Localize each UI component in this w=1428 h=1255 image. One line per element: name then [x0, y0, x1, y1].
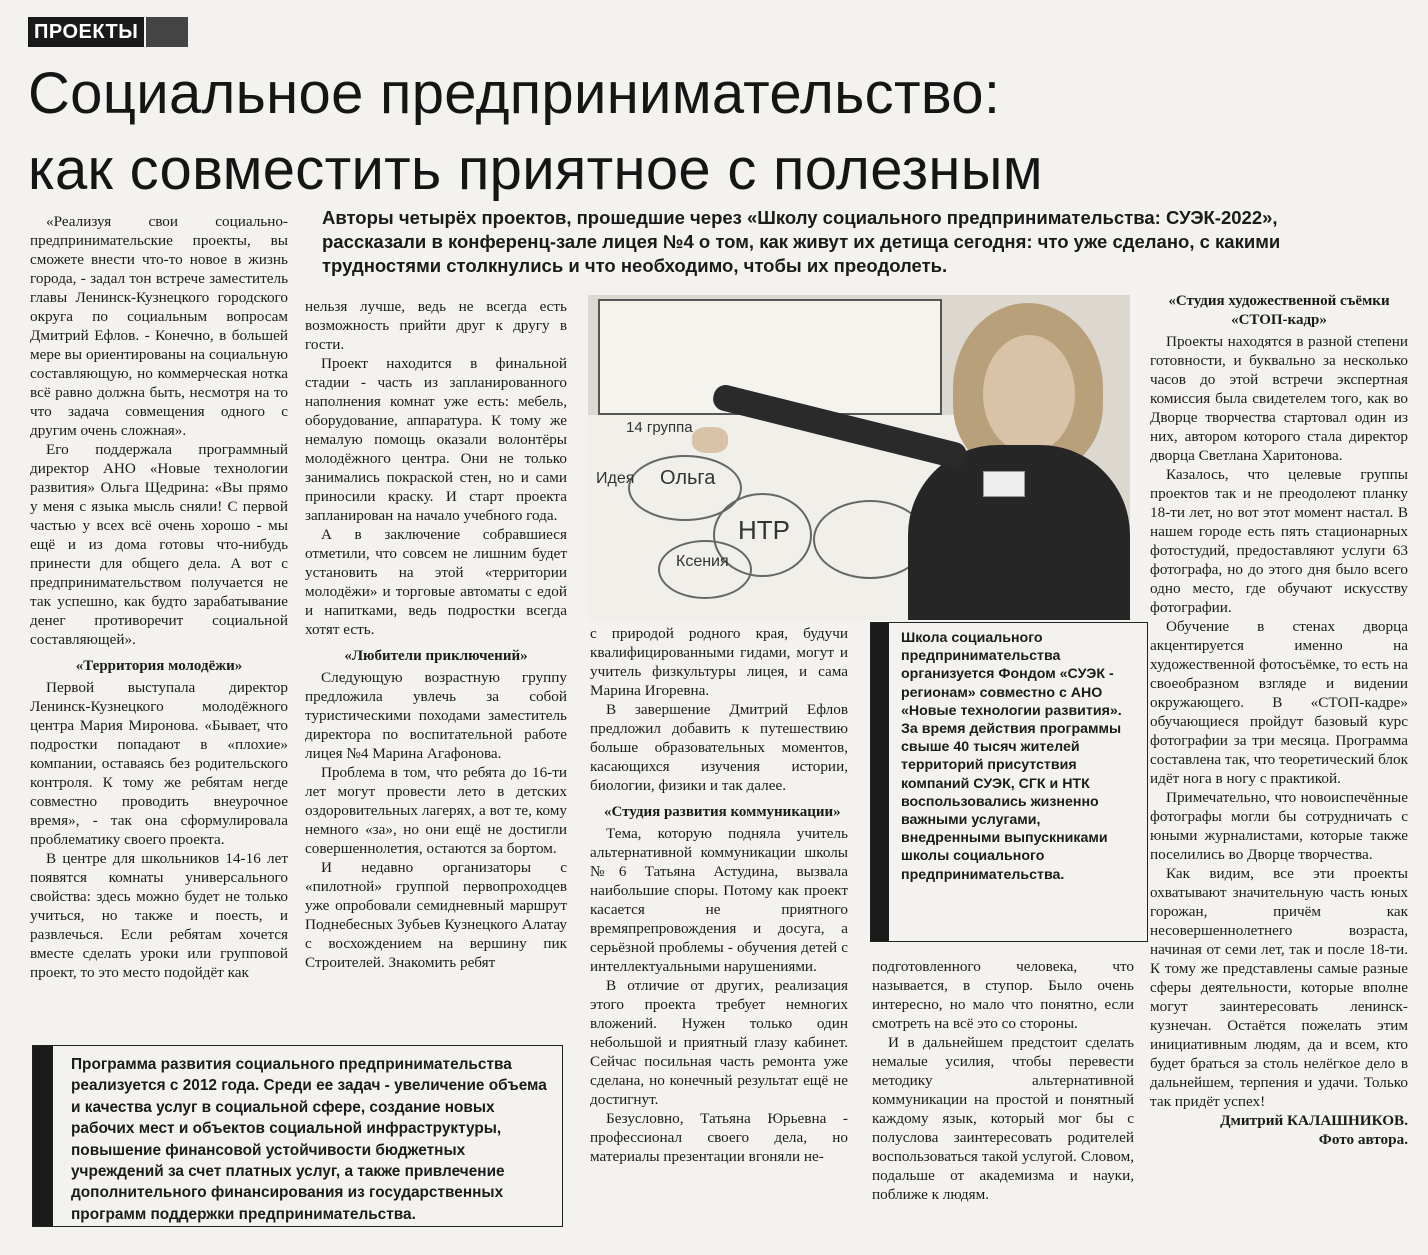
box-accent-bar	[33, 1046, 53, 1226]
article-photo	[588, 295, 1130, 620]
paragraph: Проект находится в финальной стадии - часть из запланированного наполнения комнат уже есть: мебель, оборудование, аппаратура. К тому же немалую помощь оказали волонтёры молодёжного центра. Они не только занимались покраской стен, но и сами приносили краску. И старт проекта запланирован на начало учебного года.	[305, 355, 567, 524]
paragraph: Безусловно, Татьяна Юрьевна - профессионал своего дела, но материалы презентации вгоняли не-	[590, 1110, 848, 1165]
board-word: Ольга	[660, 467, 716, 489]
paragraph: Проекты находятся в разной степени готовности, и буквально за несколько часов до этой встречи экспертная комиссия была свидетелем того, как во Дворце творчества стартовал один из них, автором которого стала директор дворца Светлана Харитонова.	[1150, 333, 1408, 464]
column-1	[30, 212, 288, 1042]
info-sidebar-box	[870, 622, 1148, 942]
subheading: «Территория молодёжи»	[75, 658, 243, 674]
photo-credit: Фото автора.	[1318, 1131, 1408, 1148]
person-face	[983, 335, 1075, 453]
paragraph: подготовленного человека, что называется, в ступор. Было очень интересно, но мало что понятно, если смотреть на всё это со стороны.	[872, 958, 1134, 1032]
column-4	[872, 957, 1134, 1232]
program-info-text: Программа развития социального предпринимательства реализуется с 2012 года. Среди ее задач - увеличение объема и качества услуг в социальной сфере, создание новых рабочих мест и объектов социальной инфраструктуры, повышение финансовой устойчивости бюджетных учреждений за счет платных услуг, а также привлечение дополнительного финансирования из государственных программ поддержки предпринимательства.	[71, 1056, 547, 1223]
paragraph: А в заключение собравшиеся отметили, что совсем не лишним будет установить на этой «территории молодёжи» и торговые автоматы с едой и напитками, ведь подростки всегда хотят есть.	[305, 526, 567, 638]
paragraph: В отличие от других, реализация этого проекта требует немногих вложений. Нужен только один небольшой и приятный глазу кабинет. Сейчас посильная часть ремонта уже сделана, но конечный результат ещё не достигнут.	[590, 977, 848, 1108]
paragraph: Первой выступала директор Ленинск-Кузнецкого молодёжного центра Мария Миронова. «Бывает, что подростки попадают в «плохие» компании, оставаясь без родительского контроля. К тому же ребятам негде совместно проводить внеурочное время», - так она сформулировала проблематику своего проекта.	[30, 679, 288, 848]
paragraph: В центре для школьников 14-16 лет появятся комнаты универсального свойства: здесь можно будет не только учиться, но также и поесть, и развлечься. Если ребятам хочется вместе сделать уроки или групповой проект, то это место подойдёт как	[30, 850, 288, 981]
subheading: «Любители приключений»	[344, 648, 528, 664]
board-word: Идея	[596, 470, 635, 487]
lead-paragraph: Авторы четырёх проектов, прошедшие через «Школу социального предпринимательства: СУЭК-2022», рассказали в конференц-зале лицея №4 о том, как живут их детища сегодня: что уже сделано, с какими трудностями столкнулись и что необходимо, чтобы их преодолеть.	[322, 207, 1281, 276]
sidebar-text: Школа социального предпринимательства организуется Фондом «СУЭК - регионам» совместно с АНО «Новые технологии развития». За время действия программы свыше 40 тысяч жителей территорий присутствия компаний СУЭК, СГК и НТК воспользовались жизненно важными услугами, внедренными выпускниками школы социального предпринимательства.	[901, 630, 1122, 883]
paragraph: И недавно организаторы с «пилотной» группой первопроходцев уже опробовали семидневный маршрут Поднебесных Зубьев Кузнецкого Алатау с восхождением на вершину пик Строителей. Знакомить ребят	[305, 859, 567, 971]
board-word: 14 группа	[626, 419, 693, 436]
paragraph: И в дальнейшем предстоит сделать немалые усилия, чтобы перевести методику альтернативной коммуникации на простой и понятный каждому язык, который мог бы с полуслова заинтересовать родителей воспользоваться такой услугой. Словом, подальше от академизма и науки, поближе к людям.	[872, 1034, 1134, 1203]
paragraph: нельзя лучше, ведь не всегда есть возможность прийти друг к другу в гости.	[305, 298, 567, 353]
person-hand	[692, 427, 728, 453]
name-badge	[983, 471, 1025, 497]
paragraph: Казалось, что целевые группы проектов так и не преодолеют планку 18-ти лет, но вот этот момент настал. В нашем городе есть пять стационарных фотостудий, предоставляют услуги 63 фотографа, но до этого дня было всего одно место, где обучают искусству фотографии.	[1150, 466, 1408, 616]
subheading: «Студия развития коммуникации»	[604, 804, 841, 820]
headline-line-1: Социальное предпринимательство:	[28, 61, 1001, 126]
column-3	[590, 624, 848, 1229]
headline-line-2: как совместить приятное с полезным	[28, 137, 1043, 202]
board-word: Ксения	[676, 553, 729, 570]
author-signature: Дмитрий КАЛАШНИКОВ.	[1220, 1112, 1408, 1129]
paragraph: Его поддержала программный директор АНО «Новые технологии развития» Ольга Щедрина: «Вы прямо у меня с языка мысль сняли! С первой частью у всех всё очень хорошо - мы ещё и из дома готовы что-нибудь принести для общего дела. А вот с предпринимательством получается не так успешно, как будто зарабатывание денег противоречит социальной составляющей».	[30, 441, 288, 648]
column-5	[1150, 292, 1408, 1242]
rubric-decoration	[146, 17, 188, 47]
headline	[28, 56, 1358, 208]
paragraph: Проблема в том, что ребята до 16-ти лет могут провести лето в детских оздоровительных лагерях, а вот те, кому немного «за», но они ещё не достигли совершеннолетия, остаются за бортом.	[305, 764, 567, 857]
paragraph: Следующую возрастную группу предложила увлечь за собой туристическими походами заместитель директора по воспитательной работе лицея №4 Марина Агафонова.	[305, 669, 567, 762]
program-info-box	[32, 1045, 563, 1227]
board-word: НТР	[738, 515, 790, 545]
paragraph: Как видим, все эти проекты охватывают значительную часть юных горожан, причём как несовершеннолетнего возраста, начиная от семи лет, так и после 18-ти. К тому же представлены самые разные сферы деятельности, которые вполне могут заинтересовать ленинск-кузнечан. Остаётся пожелать этим инициативным людям, да и всем, кто будет браться за столь нелёгкое дело в дальнейшем, терпения и удачи. Только так придёт успех!	[1150, 865, 1408, 1110]
paragraph: «Реализуя свои социально-предпринимательские проекты, вы сможете внести что-то новое в жизнь города, - задал тон встрече заместитель главы Ленинск-Кузнецкого городского округа по социальным вопросам Дмитрий Ефлов. - Конечно, в большей мере вы ориентированы на социальную составляющую, но коммерческая нотка всё равно должна быть, несмотря на то что задача совмещения одного с другим очень сложная».	[30, 213, 288, 439]
sidebar-accent-bar	[871, 623, 889, 941]
paragraph: В завершение Дмитрий Ефлов предложил добавить к путешествию больше образовательных моментов, касающихся изучения истории, биологии, физики и так далее.	[590, 701, 848, 794]
section-rubric: ПРОЕКТЫ	[28, 17, 144, 47]
column-2	[305, 297, 567, 1042]
paragraph: Тема, которую подняла учитель альтернативной коммуникации школы №6 Татьяна Астудина, вызвала наибольшие споры. Потому как проект касается не приятного времяпрепровождения и досуга, а серьёзной проблемы - обучения детей с интеллектуальными нарушениями.	[590, 825, 848, 975]
paragraph: с природой родного края, будучи квалифицированными гидами, могут и учитель физкультуры лицея, и сама Марина Игоревна.	[590, 625, 848, 699]
paragraph: Примечательно, что новоиспечённые фотографы могли бы сотрудничать с юными журналистами, которые также поселились во Дворце творчества.	[1150, 789, 1408, 863]
paragraph: Обучение в стенах дворца акцентируется именно на художественной фотосъёмке, то есть на своеобразном взгляде и видении окружающего. В «СТОП-кадре» обучающиеся пройдут базовый курс фотографии за три месяца. Программа составлена так, что теоретический блок идёт нога в ногу с практикой.	[1150, 618, 1408, 787]
subheading: «Студия художественной съёмки «СТОП-кадр»	[1168, 293, 1390, 328]
